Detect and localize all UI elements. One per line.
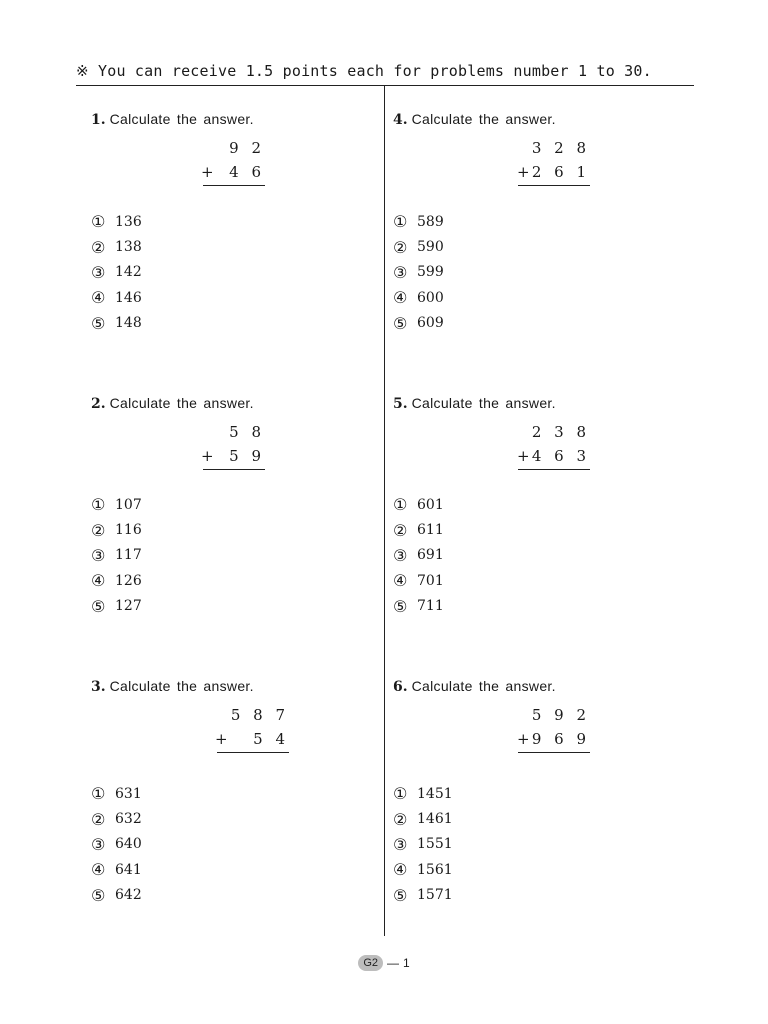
problem-number: 6. — [393, 679, 408, 695]
choice-2[interactable] — [393, 517, 444, 542]
choice-4[interactable] — [393, 857, 453, 882]
choice-2[interactable] — [393, 806, 453, 831]
choice-marker: ④ — [91, 860, 106, 880]
choice-value: 691 — [417, 547, 444, 564]
choice-1[interactable] — [393, 781, 453, 806]
choice-4[interactable] — [393, 568, 444, 593]
choice-value: 138 — [115, 239, 142, 256]
bottom-operand: 2 6 1 — [531, 163, 590, 181]
choice-marker: ③ — [91, 834, 106, 854]
choice-3[interactable] — [91, 832, 142, 857]
addition-operation — [517, 423, 590, 473]
top-operand: 9 2 — [229, 139, 265, 157]
bottom-operand: 4 6 3 — [531, 447, 590, 465]
plus-sign: + — [517, 447, 530, 465]
problem-2 — [91, 395, 381, 645]
choice-value: 117 — [115, 547, 142, 564]
choice-marker: ② — [393, 809, 408, 829]
choice-marker: ② — [91, 237, 106, 257]
sum-rule — [217, 752, 289, 753]
answer-choices — [91, 781, 142, 908]
choice-4[interactable] — [91, 568, 142, 593]
addition-operation — [201, 139, 265, 189]
choice-value: 142 — [115, 264, 142, 281]
choice-4[interactable] — [91, 857, 142, 882]
addition-operation — [517, 706, 590, 756]
question-text: Calculate the answer. — [109, 111, 254, 127]
choice-5[interactable] — [393, 594, 444, 619]
addition-operation — [215, 706, 289, 756]
sum-rule — [203, 469, 265, 470]
question-line — [91, 395, 254, 412]
choice-marker: ⑤ — [91, 313, 106, 333]
problem-3 — [91, 678, 381, 928]
choice-2[interactable] — [91, 517, 142, 542]
addition-operation — [517, 139, 590, 189]
choice-marker: ④ — [393, 288, 408, 308]
choice-value: 1561 — [417, 861, 453, 878]
question-line — [393, 395, 556, 412]
choice-value: 600 — [417, 289, 444, 306]
top-operand: 5 8 7 — [230, 706, 289, 724]
answer-choices — [91, 492, 142, 619]
bottom-operand: 5 4 — [253, 730, 289, 748]
choice-1[interactable] — [393, 209, 444, 234]
choice-marker: ② — [393, 520, 408, 540]
choice-marker: ⑤ — [91, 596, 106, 616]
choice-3[interactable] — [91, 260, 142, 285]
sum-rule — [518, 752, 590, 753]
choice-value: 1451 — [417, 785, 453, 802]
choice-3[interactable] — [393, 260, 444, 285]
plus-sign: + — [201, 447, 214, 465]
plus-sign: + — [517, 163, 530, 181]
choice-value: 611 — [417, 522, 444, 539]
choice-1[interactable] — [393, 492, 444, 517]
choice-marker: ② — [91, 809, 106, 829]
question-text: Calculate the answer. — [411, 395, 556, 411]
sum-rule — [203, 185, 265, 186]
choice-marker: ③ — [393, 834, 408, 854]
problem-number: 1. — [91, 112, 106, 128]
question-line — [91, 678, 254, 695]
sum-rule — [518, 469, 590, 470]
choice-value: 590 — [417, 239, 444, 256]
choice-marker: ① — [91, 784, 106, 804]
addition-operation — [201, 423, 265, 473]
question-line — [393, 111, 556, 128]
choice-marker: ⑤ — [91, 885, 106, 905]
bottom-operand: 5 9 — [229, 447, 265, 465]
choice-marker: ⑤ — [393, 885, 408, 905]
top-operand: 5 9 2 — [531, 706, 590, 724]
choice-value: 1551 — [417, 836, 453, 853]
choice-5[interactable] — [91, 311, 142, 336]
choice-5[interactable] — [91, 883, 142, 908]
grade-badge: G2 — [358, 955, 383, 971]
choice-marker: ④ — [91, 288, 106, 308]
choice-marker: ③ — [91, 545, 106, 565]
choice-value: 127 — [115, 598, 142, 615]
column-divider — [384, 86, 385, 936]
choice-2[interactable] — [91, 234, 142, 259]
choice-5[interactable] — [393, 883, 453, 908]
choice-value: 107 — [115, 496, 142, 513]
bottom-operand: 9 6 9 — [531, 730, 590, 748]
choice-marker: ① — [393, 495, 408, 515]
choice-2[interactable] — [91, 806, 142, 831]
choice-marker: ④ — [91, 571, 106, 591]
choice-1[interactable] — [91, 781, 142, 806]
question-text: Calculate the answer. — [411, 678, 556, 694]
problem-5 — [393, 395, 683, 645]
choice-3[interactable] — [91, 543, 142, 568]
question-line — [393, 678, 556, 695]
choice-value: 116 — [115, 522, 142, 539]
choice-value: 701 — [417, 572, 444, 589]
plus-sign: + — [215, 730, 228, 748]
choice-value: 642 — [115, 887, 142, 904]
choice-value: 136 — [115, 213, 142, 230]
page-number: 1 — [403, 956, 410, 970]
question-line — [91, 111, 254, 128]
choice-marker: ① — [393, 784, 408, 804]
choice-value: 599 — [417, 264, 444, 281]
question-text: Calculate the answer. — [411, 111, 556, 127]
question-text: Calculate the answer. — [109, 678, 254, 694]
choice-3[interactable] — [393, 543, 444, 568]
page-footer — [0, 955, 768, 971]
plus-sign: + — [201, 163, 214, 181]
problem-6 — [393, 678, 683, 928]
choice-1[interactable] — [91, 492, 142, 517]
choice-marker: ③ — [91, 262, 106, 282]
answer-choices — [393, 492, 444, 619]
instructions-header: ※ You can receive 1.5 points each for problems number 1 to 30. — [76, 62, 652, 80]
top-operand: 3 2 8 — [531, 139, 590, 157]
plus-sign: + — [517, 730, 530, 748]
bottom-operand: 4 6 — [229, 163, 265, 181]
choice-marker: ② — [393, 237, 408, 257]
choice-value: 601 — [417, 496, 444, 513]
problem-number: 4. — [393, 112, 408, 128]
choice-marker: ① — [393, 212, 408, 232]
choice-value: 609 — [417, 315, 444, 332]
choice-value: 126 — [115, 572, 142, 589]
choice-marker: ③ — [393, 545, 408, 565]
choice-marker: ① — [91, 495, 106, 515]
choice-value: 589 — [417, 213, 444, 230]
choice-marker: ⑤ — [393, 596, 408, 616]
choice-value: 1461 — [417, 811, 453, 828]
page-separator: — — [387, 956, 399, 970]
choice-value: 640 — [115, 836, 142, 853]
choice-value: 632 — [115, 811, 142, 828]
choice-marker: ③ — [393, 262, 408, 282]
choice-value: 1571 — [417, 887, 453, 904]
problem-4 — [393, 111, 683, 361]
choice-1[interactable] — [91, 209, 142, 234]
top-operand: 5 8 — [229, 423, 265, 441]
header-rule — [76, 85, 694, 86]
problem-1 — [91, 111, 381, 361]
top-operand: 2 3 8 — [531, 423, 590, 441]
choice-4[interactable] — [393, 285, 444, 310]
choice-value: 146 — [115, 289, 142, 306]
problem-number: 3. — [91, 679, 106, 695]
choice-marker: ② — [91, 520, 106, 540]
answer-choices — [393, 209, 444, 336]
choice-value: 631 — [115, 785, 142, 802]
question-text: Calculate the answer. — [109, 395, 254, 411]
choice-value: 641 — [115, 861, 142, 878]
choice-5[interactable] — [393, 311, 444, 336]
problem-number: 2. — [91, 396, 106, 412]
choice-marker: ① — [91, 212, 106, 232]
choice-marker: ⑤ — [393, 313, 408, 333]
choice-marker: ④ — [393, 571, 408, 591]
choice-3[interactable] — [393, 832, 453, 857]
answer-choices — [393, 781, 453, 908]
answer-choices — [91, 209, 142, 336]
choice-value: 148 — [115, 315, 142, 332]
choice-4[interactable] — [91, 285, 142, 310]
choice-value: 711 — [417, 598, 444, 615]
choice-marker: ④ — [393, 860, 408, 880]
sum-rule — [518, 185, 590, 186]
problem-number: 5. — [393, 396, 408, 412]
choice-2[interactable] — [393, 234, 444, 259]
choice-5[interactable] — [91, 594, 142, 619]
